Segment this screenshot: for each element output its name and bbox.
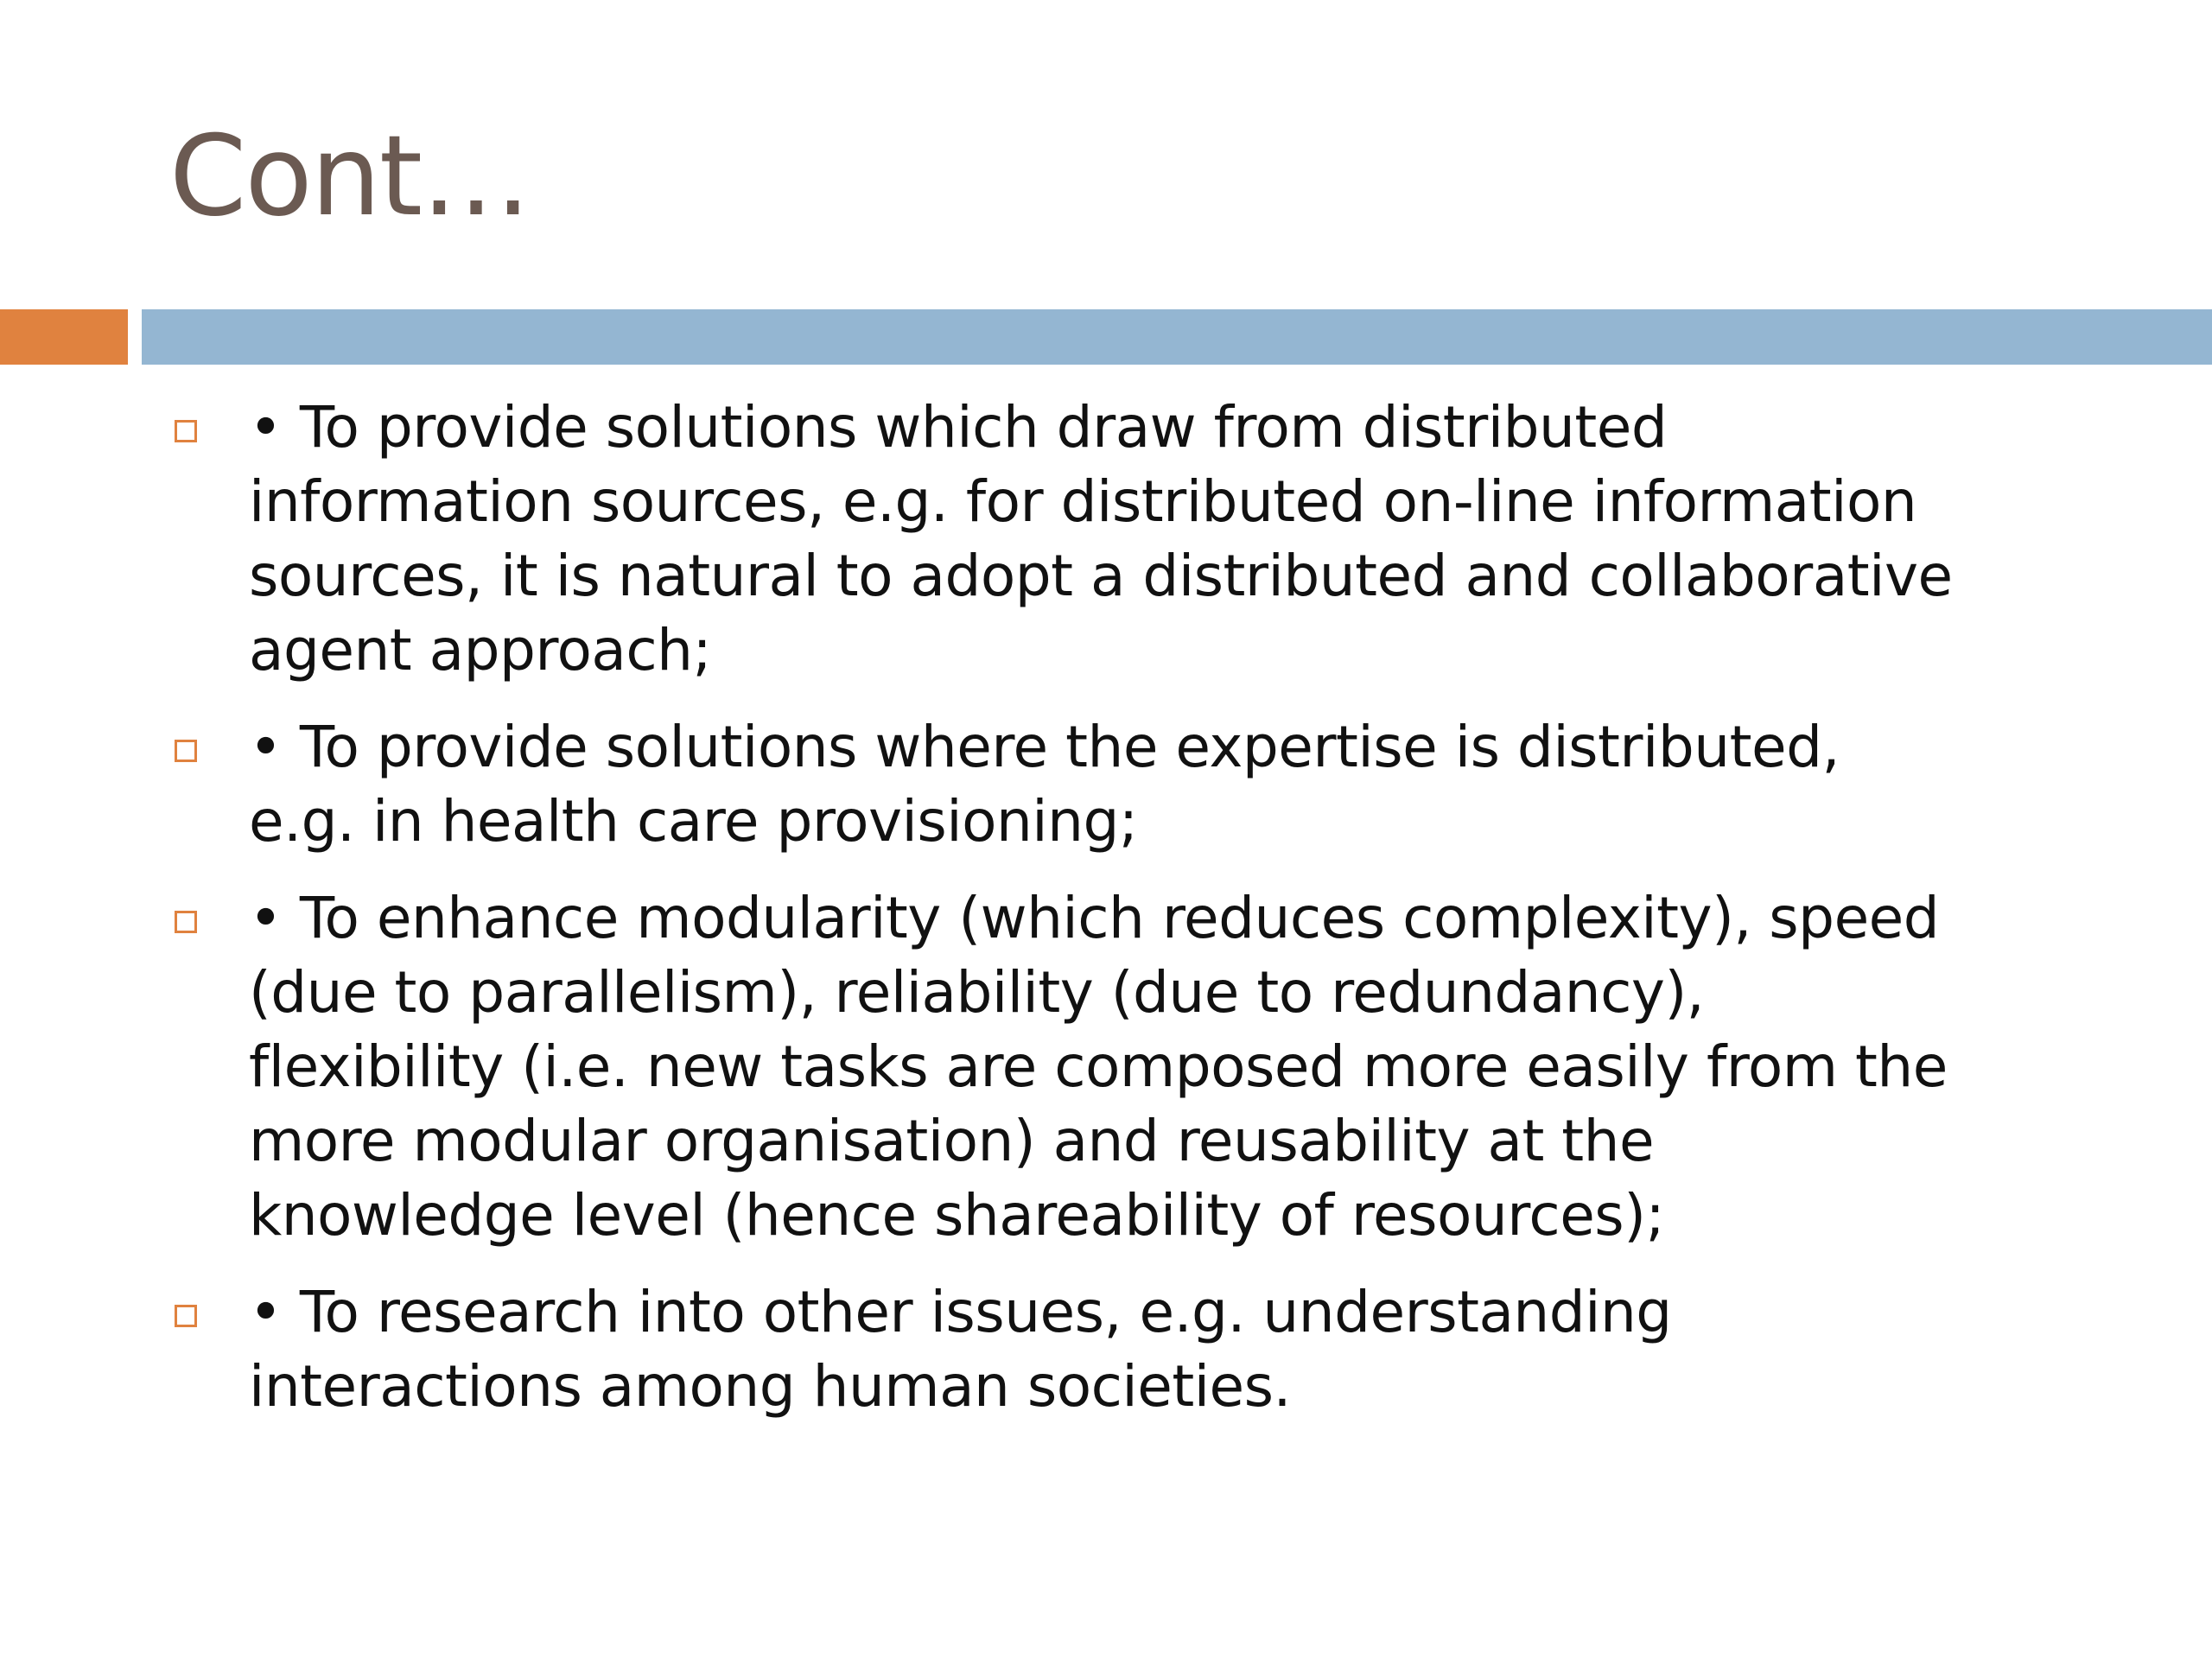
list-item [169,881,2148,1253]
bullet-text: • To provide solutions where the expertise is distributed, e.g. in health care provisioning; [249,714,1840,855]
square-bullet-icon [175,1305,197,1327]
bullet-text: • To provide solutions which draw from distributed information sources, e.g. for distributed on-line information sources, it is natural to adopt a distributed and collaborative agent approach; [249,394,1953,683]
square-bullet-icon [175,740,197,762]
square-bullet-icon [175,420,197,442]
list-item [169,391,2148,688]
bullet-text: • To enhance modularity (which reduces complexity), speed (due to parallelism), reliability (due to redundancy), flexibility (i.e. new tasks are composed more easily from the more modular organisation) and reusability at the knowledge level (hence shareability of resources); [249,885,1948,1249]
bullet-list [169,391,2148,1446]
list-item [169,710,2148,859]
accent-bar-orange [0,309,128,365]
square-bullet-icon [175,911,197,933]
list-item [169,1275,2148,1424]
slide-title: Cont… [169,112,530,241]
bullet-text: • To research into other issues, e.g. understanding interactions among human societies. [249,1279,1672,1420]
accent-bar-blue [142,309,2212,365]
